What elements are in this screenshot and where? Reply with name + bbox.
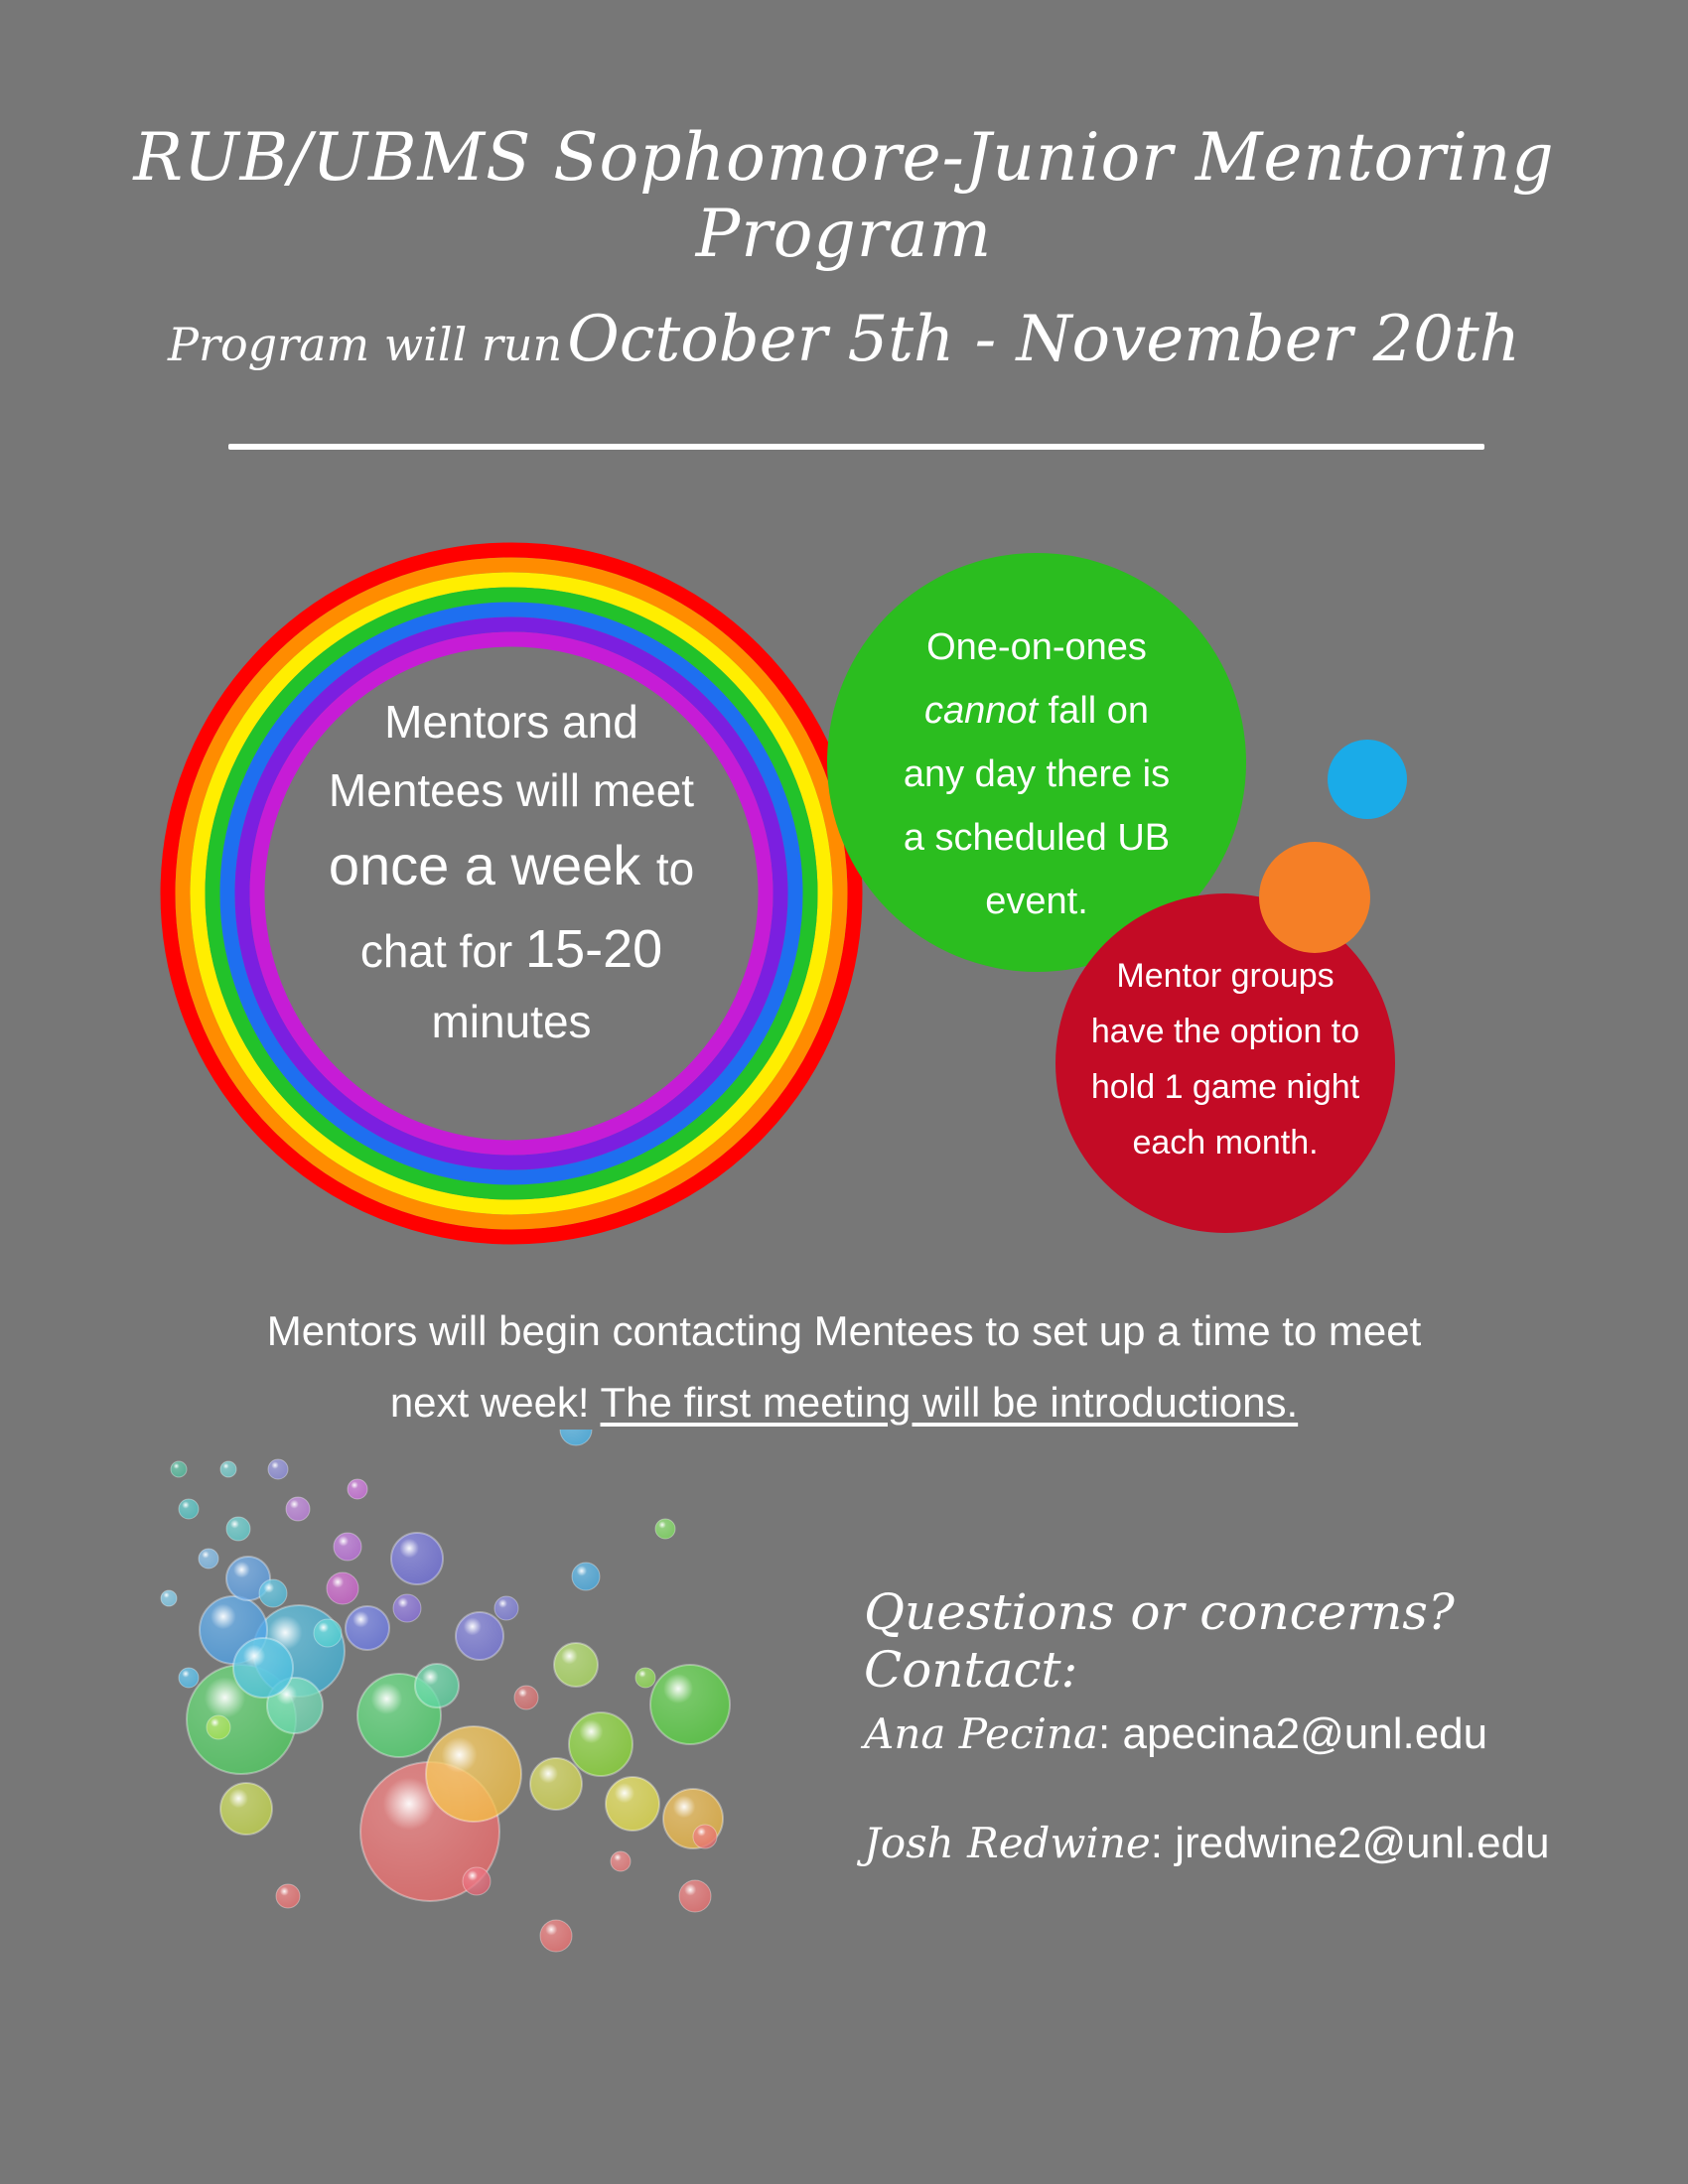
bubble-highlight <box>456 1612 503 1660</box>
bubble-highlight <box>415 1664 459 1707</box>
green-line-2-rest: fall on <box>1048 690 1150 732</box>
bubble <box>268 1459 288 1479</box>
red-bubble-text <box>1075 948 1375 1170</box>
bubble-highlight <box>314 1619 342 1647</box>
bubble <box>327 1572 358 1604</box>
bubble-highlight <box>161 1590 177 1606</box>
bubble <box>655 1519 675 1539</box>
rainbow-line-3-rest: to <box>655 843 695 895</box>
bubble <box>611 1851 631 1871</box>
green-line-5: event. <box>985 881 1088 922</box>
bubble-highlight <box>207 1715 230 1739</box>
bubble-highlight <box>199 1549 218 1569</box>
bubble-highlight <box>268 1459 288 1479</box>
bubble <box>606 1777 659 1831</box>
bubble <box>179 1499 199 1519</box>
bubble-highlight <box>494 1596 518 1620</box>
bubble <box>426 1726 521 1822</box>
bubble-highlight <box>334 1533 361 1561</box>
bubble <box>161 1590 177 1606</box>
green-bubble-text <box>862 615 1211 933</box>
bubble <box>276 1884 300 1908</box>
rainbow-duration: 15-20 <box>525 918 663 979</box>
bubble <box>514 1686 538 1709</box>
bubble <box>226 1517 250 1541</box>
bubble <box>569 1712 633 1776</box>
bubble <box>233 1638 293 1698</box>
bubble-highlight <box>540 1920 572 1952</box>
bubble <box>456 1612 503 1660</box>
bubble <box>286 1497 310 1521</box>
bubble <box>259 1579 287 1607</box>
bubble <box>679 1880 711 1912</box>
bubble-highlight <box>348 1479 367 1499</box>
rainbow-line-4-pre: chat for <box>359 924 513 977</box>
green-line-4: a scheduled UB <box>903 817 1171 859</box>
contact-heading: Questions or concerns? Contact: <box>864 1583 1455 1699</box>
bubble-highlight <box>679 1880 711 1912</box>
bubble-highlight <box>655 1519 675 1539</box>
bubble <box>650 1665 730 1744</box>
bubble <box>463 1867 491 1895</box>
green-line-1: One-on-ones <box>926 626 1147 668</box>
bubble <box>179 1668 199 1688</box>
contact-name: Josh Redwine <box>864 1819 1151 1867</box>
rainbow-emphasis: once a week <box>328 834 641 897</box>
bubble-highlight <box>276 1884 300 1908</box>
contact-ana <box>864 1709 1658 1759</box>
bubble-highlight <box>259 1579 287 1607</box>
bubble <box>554 1643 598 1687</box>
bubble-highlight <box>426 1726 521 1822</box>
bubble <box>199 1549 218 1569</box>
red-line-2: have the option to <box>1090 1013 1360 1050</box>
announcement-line-1: Mentors will begin contacting Mentees to set up a time to meet <box>266 1307 1422 1354</box>
bubble-highlight <box>393 1594 421 1622</box>
flyer-title: RUB/UBMS Sophomore-Junior Mentoring Program <box>133 119 1555 272</box>
bubble-highlight <box>569 1712 633 1776</box>
bubble <box>220 1783 272 1835</box>
contact-email[interactable]: apecina2@unl.edu <box>1122 1709 1488 1758</box>
dates-prefix: Program will run <box>168 318 563 371</box>
rainbow-circle-text <box>298 695 725 1050</box>
bubble <box>334 1533 361 1561</box>
rainbow-line-3 <box>298 832 725 898</box>
blue-decorative-dot <box>1328 740 1407 819</box>
bubble-highlight <box>650 1665 730 1744</box>
announcement-line-2 <box>0 1367 1688 1438</box>
bubble-highlight <box>560 1430 592 1445</box>
announcement-text <box>0 1296 1688 1438</box>
contact-name: Ana Pecina <box>864 1709 1099 1758</box>
contact-josh <box>864 1819 1658 1868</box>
bubble <box>391 1533 443 1584</box>
bubble <box>314 1619 342 1647</box>
bubble-highlight <box>220 1783 272 1835</box>
bubble <box>415 1664 459 1707</box>
contact-separator: : <box>1098 1709 1123 1758</box>
bubble-highlight <box>179 1499 199 1519</box>
green-line-2-italic: cannot <box>923 690 1039 732</box>
green-line-3: any day there is <box>903 753 1171 795</box>
bubble-highlight <box>220 1461 236 1477</box>
bubble-highlight <box>463 1867 491 1895</box>
announcement-line-2-plain: next week! <box>389 1379 590 1426</box>
bubble-highlight <box>286 1497 310 1521</box>
bubble-highlight <box>635 1668 655 1688</box>
bubble-highlight <box>572 1563 600 1590</box>
bubble <box>572 1563 600 1590</box>
rainbow-line-2: Mentees will meet <box>328 764 695 817</box>
bubble-highlight <box>606 1777 659 1831</box>
contact-email[interactable]: jredwine2@unl.edu <box>1175 1819 1550 1867</box>
bubble <box>530 1758 582 1810</box>
bubble <box>220 1461 236 1477</box>
bubble-highlight <box>346 1606 389 1650</box>
bubble <box>346 1606 389 1650</box>
program-dates <box>0 303 1688 376</box>
bubble-highlight <box>179 1668 199 1688</box>
red-line-3: hold 1 game night <box>1090 1068 1360 1106</box>
bubble <box>494 1596 518 1620</box>
rainbow-line-4 <box>298 917 725 982</box>
bubble <box>635 1668 655 1688</box>
bubble <box>171 1461 187 1477</box>
bubble-highlight <box>391 1533 443 1584</box>
bubble-highlight <box>530 1758 582 1810</box>
bubble-highlight <box>514 1686 538 1709</box>
bubble-highlight <box>171 1461 187 1477</box>
bubble-highlight <box>233 1638 293 1698</box>
contact-separator: : <box>1150 1819 1176 1867</box>
bubble-highlight <box>611 1851 631 1871</box>
bubble <box>348 1479 367 1499</box>
red-line-4: each month. <box>1132 1124 1319 1161</box>
orange-decorative-dot <box>1259 842 1370 953</box>
bubble-highlight <box>554 1643 598 1687</box>
announcement-underlined: The first meeting will be introductions. <box>600 1379 1299 1426</box>
bubble <box>540 1920 572 1952</box>
bubble-highlight <box>327 1572 358 1604</box>
rainbow-line-5: minutes <box>431 996 592 1048</box>
header-divider <box>228 444 1484 450</box>
red-line-1: Mentor groups <box>1116 957 1335 995</box>
bubble-highlight <box>693 1825 717 1848</box>
dates-range: October 5th - November 20th <box>567 303 1520 376</box>
rainbow-bubbles-illustration <box>149 1430 844 2124</box>
rainbow-line-1: Mentors and <box>384 696 638 748</box>
green-line-2 <box>862 679 1211 743</box>
bubble <box>560 1430 592 1445</box>
bubble <box>693 1825 717 1848</box>
bubble <box>393 1594 421 1622</box>
bubble-highlight <box>226 1517 250 1541</box>
bubble <box>207 1715 230 1739</box>
